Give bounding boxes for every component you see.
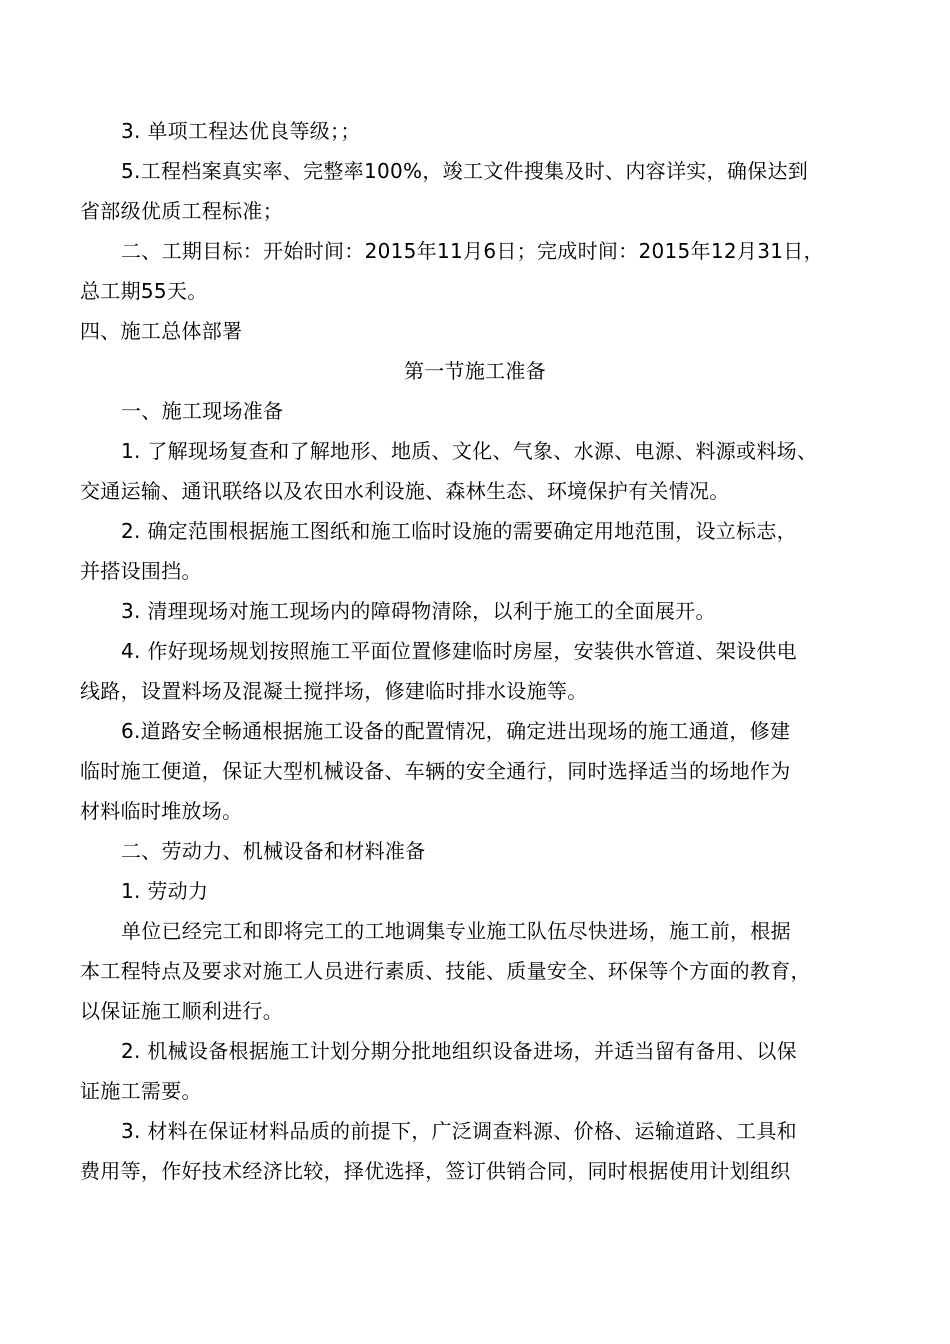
- text-line: 4. 作好现场规划按照施工平面位置修建临时房屋，安装供水管道、架设供电: [121, 639, 797, 663]
- text-line: 材料临时堆放场。: [80, 799, 243, 823]
- text-line: 并搭设围挡。: [80, 559, 202, 583]
- text-line: 3. 清理现场对施工现场内的障碍物清除，以利于施工的全面展开。: [121, 599, 716, 623]
- text-line: 线路，设置料场及混凝土搅拌场，修建临时排水设施等。: [80, 679, 588, 703]
- text-line: 二、工期目标：开始时间：2015年11月6日；完成时间：2015年12月31日，: [121, 239, 824, 263]
- text-line: 总工期55天。: [80, 279, 208, 303]
- text-line: 5.工程档案真实率、完整率100%，竣工文件搜集及时、内容详实，确保达到: [121, 159, 809, 183]
- subsection-heading: 二、劳动力、机械设备和材料准备: [121, 839, 426, 863]
- text-line: 临时施工便道，保证大型机械设备、车辆的安全通行，同时选择适当的场地作为: [80, 759, 791, 783]
- text-line: 证施工需要。: [80, 1079, 202, 1103]
- chapter-title: 第一节施工准备: [403, 359, 547, 383]
- text-line: 交通运输、通讯联络以及农田水利设施、森林生态、环境保护有关情况。: [80, 479, 730, 503]
- text-line: 本工程特点及要求对施工人员进行素质、技能、质量安全、环保等个方面的教育，: [80, 959, 811, 983]
- text-line: 3. 材料在保证材料品质的前提下，广泛调查料源、价格、运输道路、工具和: [121, 1119, 797, 1143]
- section-heading: 四、施工总体部署: [80, 319, 243, 343]
- text-line: 2. 机械设备根据施工计划分期分批地组织设备进场，并适当留有备用、以保: [121, 1039, 797, 1063]
- text-line: 以保证施工顺利进行。: [80, 999, 283, 1023]
- text-line: 费用等，作好技术经济比较，择优选择，签订供销合同，同时根据使用计划组织: [80, 1159, 791, 1183]
- text-line: 1. 劳动力: [121, 879, 209, 903]
- text-line: 1. 了解现场复查和了解地形、地质、文化、气象、水源、电源、料源或料场、: [121, 439, 818, 463]
- text-line: 6.道路安全畅通根据施工设备的配置情况，确定进出现场的施工通道，修建: [121, 719, 791, 743]
- text-line: 2. 确定范围根据施工图纸和施工临时设施的需要确定用地范围，设立标志，: [121, 519, 797, 543]
- text-line: 省部级优质工程标准；: [80, 199, 283, 223]
- text-line: 单位已经完工和即将完工的工地调集专业施工队伍尽快进场，施工前，根据: [121, 919, 791, 943]
- subsection-heading: 一、施工现场准备: [121, 399, 284, 423]
- text-line: 3. 单项工程达优良等级；；: [121, 119, 361, 143]
